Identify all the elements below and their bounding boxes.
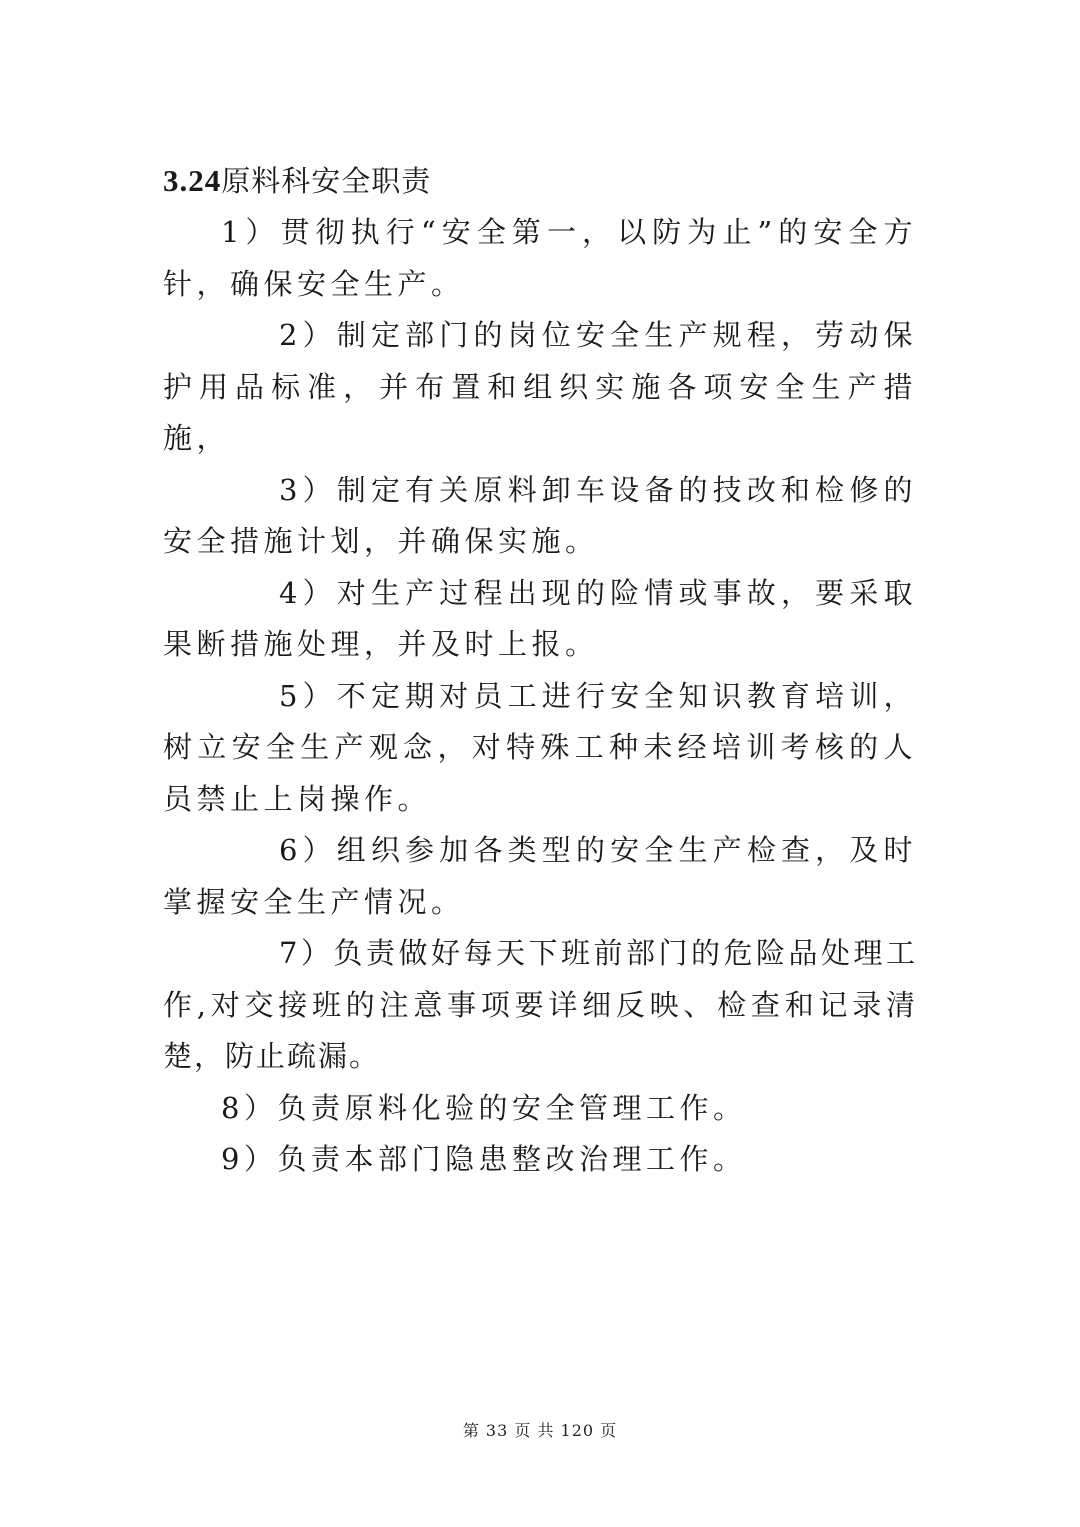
section-number: 3.24 bbox=[163, 163, 222, 198]
list-item: 3）制定有关原料卸车设备的技改和检修的安全措施计划，并确保实施。 bbox=[163, 472, 917, 558]
list-item: 2）制定部门的岗位安全生产规程，劳动保护用品标准，并布置和组织实施各项安全生产措施， bbox=[163, 318, 917, 455]
list-item: 1）贯彻执行“安全第一，以防为止”的安全方针，确保安全生产。 bbox=[163, 215, 917, 301]
list-item: 4）对生产过程出现的险情或事故，要采取果断措施处理，并及时上报。 bbox=[163, 575, 917, 661]
section-body bbox=[163, 207, 917, 1186]
section-heading bbox=[163, 158, 431, 204]
page-footer: 第 33 页 共 120 页 bbox=[462, 1421, 618, 1440]
list-item: 8）负责原料化验的安全管理工作。 bbox=[221, 1090, 747, 1125]
list-item: 6）组织参加各类型的安全生产检查，及时掌握安全生产情况。 bbox=[163, 833, 917, 919]
list-item: 5）不定期对员工进行安全知识教育培训，树立安全生产观念，对特殊工种未经培训考核的人员禁止上岗操作。 bbox=[163, 678, 917, 816]
list-item: 7）负责做好每天下班前部门的危险品处理工作,对交接班的注意事项要详细反映、检查和记录清楚，防止疏漏。 bbox=[163, 936, 917, 1073]
section-title: 原料科安全职责 bbox=[221, 164, 432, 198]
list-item: 9）负责本部门隐患整改治理工作。 bbox=[221, 1142, 747, 1176]
